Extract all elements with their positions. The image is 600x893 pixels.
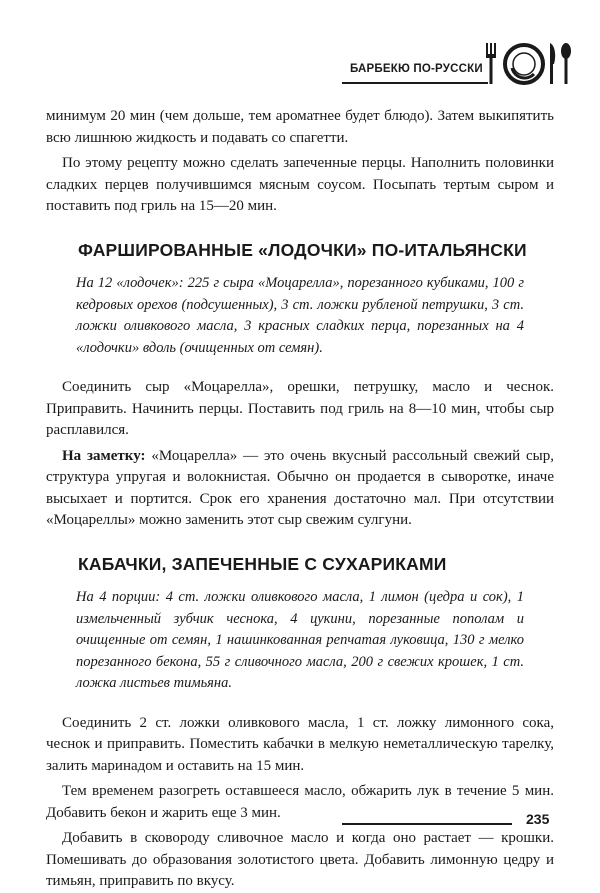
recipe-step: Тем временем разогреть оставшееся масло, обжарить лук в течение 5 мин. Добавить бекон и жарить еще 3 мин. xyxy=(46,783,554,821)
intro-paragraph: минимум 20 мин (чем дольше, тем ароматнее будет блюдо). Затем выкипятить всю лишнюю жидкость и подавать со спагетти. xyxy=(46,108,554,146)
page-body xyxy=(46,106,554,893)
recipe-step: Соединить 2 ст. ложки оливкового масла, 1 ст. ложку лимонного сока, чеснок и приправить. Поместить кабачки в мелкую неметаллическую тарелку, залить маринадом и оставить на 15 мин. xyxy=(46,714,554,774)
recipe-title: ФАРШИРОВАННЫЕ «ЛОДОЧКИ» ПО-ИТАЛЬЯНСКИ xyxy=(78,239,527,260)
note-text: «Моцарелла» — это очень вкусный рассольный свежий сыр, структура упругая и волокнистая. Обычно он продается в сыворотке, иначе высыхает и портится. Срок его хранения достаточно мал. При отсутствии «Моцареллы» можно заменить этот сыр свежим сулгуни. xyxy=(46,447,555,528)
note-label: На заметку: xyxy=(62,447,146,464)
recipe-title: КАБАЧКИ, ЗАПЕЧЕННЫЕ С СУХАРИКАМИ xyxy=(78,553,447,574)
recipe-step: Добавить в сковороду сливочное масло и когда оно растает — крошки. Помешивать до образования золотистого цвета. Добавить лимонную цедру и тимьян, приправить по вкусу. xyxy=(46,830,554,889)
header-rule xyxy=(342,82,488,84)
recipe-note xyxy=(46,446,554,532)
recipe-ingredients: На 12 «лодочек»: 225 г сыра «Моцарелла», порезанного кубиками, 100 г кедровых орехов (подсушенных), 3 ст. ложки рубленой петрушки, 3 ст. ложки оливкового масла, 3 красных сладких перца, порезанных на 4 «лодочки» вдоль (очищенных от семян). xyxy=(76,275,524,356)
footer-rule xyxy=(342,823,512,825)
plate-fork-knife-spoon-icon xyxy=(484,40,574,88)
recipe-ingredients: На 4 порции: 4 ст. ложки оливкового масла, 1 лимон (цедра и сок), 1 измельченный зубчик чеснока, 4 цукини, порезанные пополам и очищенные от семян, 1 нашинкованная репчатая луковица, 130 г мелко порезанного бекона, 55 г сливочного масла, 200 г свежих крошек, 1 ст. ложка листьев тимьяна. xyxy=(76,589,524,691)
intro-paragraph: По этому рецепту можно сделать запеченные перцы. Наполнить половинки сладких перцев получившимся мясным соусом. Посыпать тертым сыром и поставить под гриль на 15—20 мин. xyxy=(46,155,554,214)
recipe-step: Соединить сыр «Моцарелла», орешки, петрушку, масло и чеснок. Приправить. Начинить перцы. Поставить под гриль на 8—10 мин, чтобы сыр расплавился. xyxy=(46,379,554,438)
running-header-title: БАРБЕКЮ ПО-РУССКИ xyxy=(350,63,483,75)
page-number: 235 xyxy=(526,811,550,827)
